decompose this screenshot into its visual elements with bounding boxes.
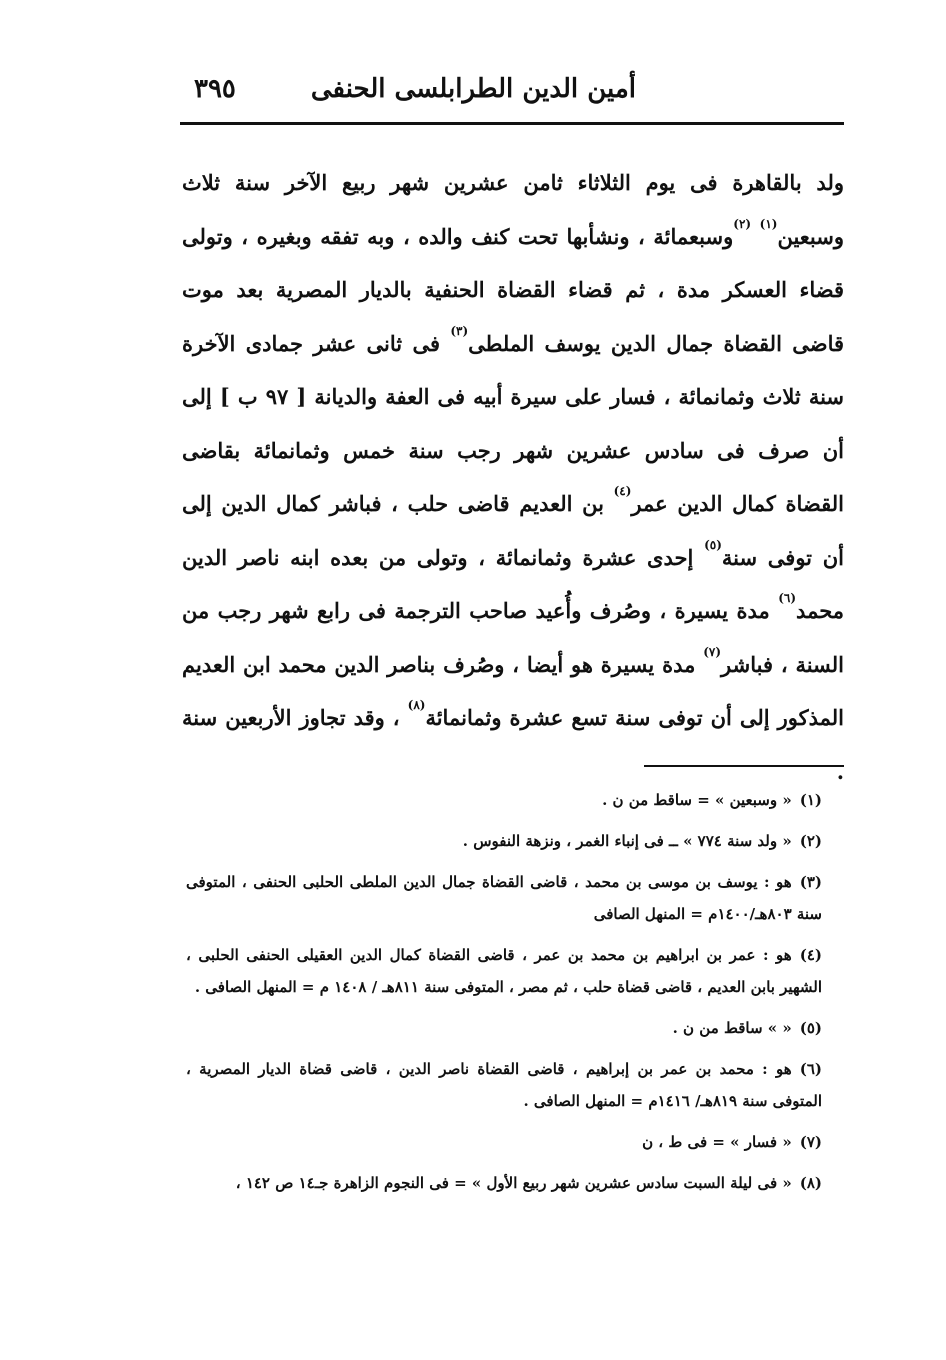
page-number: ٣٩٥ bbox=[194, 74, 236, 104]
footnote-number: (٧) bbox=[799, 1133, 822, 1151]
page-header bbox=[180, 68, 836, 116]
footnote-marker: (٣) bbox=[450, 323, 469, 338]
footnote-marker: (١) bbox=[759, 216, 778, 231]
running-title: أمين الدين الطرابلسى الحنفى bbox=[310, 74, 636, 104]
footnote-text: « فسار » = فى ط ، ن bbox=[642, 1133, 792, 1151]
text-segment: إحدى عشرة وثمانمائة ، وتولى من بعده ابنه ناصر الدين محمد bbox=[182, 544, 845, 623]
footnote bbox=[186, 1167, 822, 1199]
footnote bbox=[186, 1053, 822, 1117]
text-segment: ولد بالقاهرة فى يوم الثلاثاء ثامن عشرين شهر ربيع الآخر سنة ثلاث وسبعين bbox=[182, 170, 844, 249]
text-segment: مدة يسيرة هو أيضا ، وصُرف بناصر الدين محمد ابن العديم المذكور إلى أن توفى سنة تسع عشرة وثمانمائة bbox=[182, 651, 845, 730]
footnote bbox=[186, 1012, 822, 1044]
footnote-marker: (٦) bbox=[778, 591, 797, 605]
header-rule bbox=[180, 122, 844, 125]
footnote bbox=[186, 866, 822, 930]
footnote-text: « فى ليلة السبت سادس عشرين شهر ربيع الأول » = فى النجوم الزاهرة جـ١٤ ص ١٤٢ ، bbox=[235, 1174, 792, 1192]
footnote-number: (٢) bbox=[799, 832, 822, 850]
footnote-number: (٨) bbox=[799, 1174, 822, 1192]
footnote bbox=[186, 1126, 822, 1158]
footnote-text: هو : يوسف بن موسى بن محمد ، قاضى القضاة جمال الدين الملطى الحلبى الحنفى ، المتوفى سنة ٨٠٣هـ/١٤٠٠م = المنهل الصافى bbox=[186, 873, 822, 923]
footnote bbox=[186, 784, 822, 816]
footnote-text: « » ساقط من ن . bbox=[672, 1019, 792, 1037]
footnote-marker: (٨) bbox=[407, 698, 426, 712]
footnote-marker: (٤) bbox=[613, 484, 632, 498]
footnote bbox=[186, 939, 822, 1003]
footnote-number: (٤) bbox=[799, 946, 822, 964]
footnote-text: هو : محمد بن عمر بن إبراهيم ، قاضى القضاة ناصر الدين ، قاضى قضاة الديار المصرية ، المتوفى سنة ٨١٩هـ/ ١٤١٦م = المنهل الصافى . bbox=[186, 1060, 822, 1110]
footnotes bbox=[186, 784, 822, 1208]
main-text bbox=[182, 156, 844, 798]
footnote-number: (٣) bbox=[799, 873, 822, 891]
text-segment: فى ثانى عشر جمادى الآخرة سنة ثلاث وثمانمائة ، فسار على سيرة أبيه فى العفة والديانة [ ٩٧ ب ] إلى أن صرف فى سادس عشرين شهر رجب سنة خمس وثمانمائة بقاضى القضاة كمال الدين عمر bbox=[182, 330, 845, 516]
text-segment: ، وقد تجاوز الأربعين سنة . bbox=[182, 705, 844, 784]
footnote bbox=[186, 825, 822, 857]
footnote-marker: (٧) bbox=[703, 644, 722, 659]
footnote-text: « ولد سنة ٧٧٤ » ــ فى إنباء الغمر ، ونزهة النفوس . bbox=[462, 832, 792, 850]
footnote-marker: (٥) bbox=[704, 537, 722, 552]
footnote-text: « وسبعين » = ساقط من ن . bbox=[602, 791, 792, 809]
footnote-marker: (٢) bbox=[733, 216, 752, 231]
footnote-number: (١) bbox=[799, 791, 822, 809]
footnote-number: (٥) bbox=[799, 1019, 822, 1037]
text-segment: وسبعمائة ، ونشأبها تحت كنف والده ، وبه تفقه وبغيره ، وتولى قضاء العسكر مدة ، ثم قضاء القضاة الحنفية بالديار المصرية بعد موت قاضى القضاة جمال الدين يوسف الملطى bbox=[182, 223, 845, 356]
footnote-text: هو : عمر بن ابراهيم بن محمد بن عمر ، قاضى القضاة كمال الدين العقيلى الحنفى الحلبى ، الشهير بابن العديم ، قاضى قضاة حلب ، ثم مصر ، المتوفى سنة ٨١١هـ / ١٤٠٨ م = المنهل الصافى . bbox=[186, 946, 822, 996]
text-segment: مدة يسيرة ، وصُرف وأُعيد صاحب الترجمة فى رابع شهر رجب من السنة ، فباشر bbox=[182, 598, 845, 677]
text-segment: بن العديم قاضى حلب ، فباشر كمال الدين إلى أن توفى سنة bbox=[182, 491, 845, 570]
footnote-rule bbox=[644, 765, 844, 767]
footnote-number: (٦) bbox=[799, 1060, 822, 1078]
